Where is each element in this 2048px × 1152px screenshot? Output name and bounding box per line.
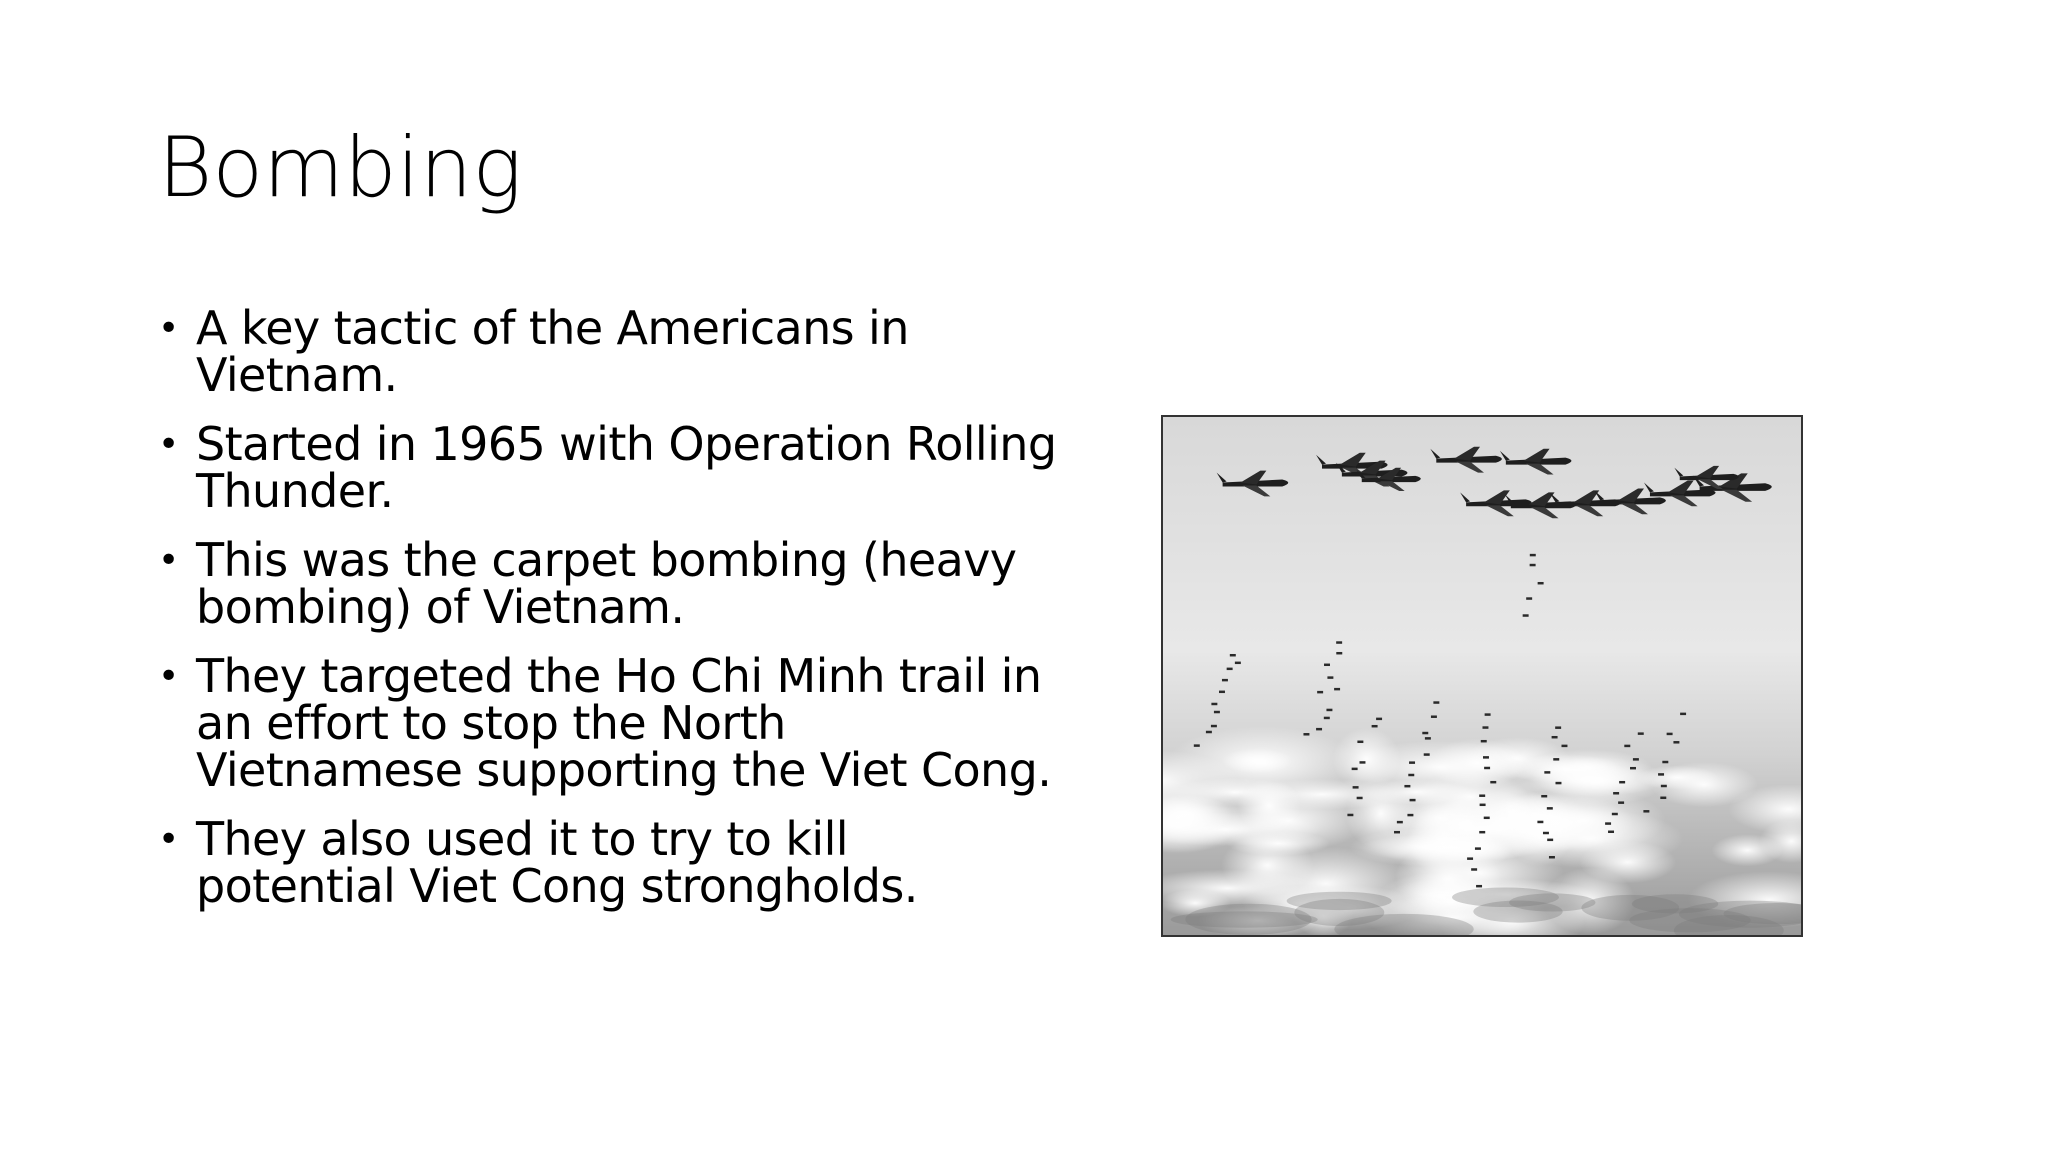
bomb bbox=[1667, 733, 1673, 735]
bomb bbox=[1523, 614, 1529, 616]
bomb bbox=[1230, 654, 1236, 656]
bomb bbox=[1425, 737, 1431, 739]
bomb bbox=[1475, 847, 1481, 849]
bomb bbox=[1410, 799, 1416, 801]
bullet-item bbox=[158, 649, 1058, 797]
bomb bbox=[1541, 795, 1547, 797]
bomb bbox=[1543, 832, 1549, 834]
bomb bbox=[1555, 782, 1561, 784]
bomb bbox=[1490, 781, 1496, 783]
bomb bbox=[1397, 821, 1403, 823]
bomb bbox=[1608, 831, 1614, 833]
bomb bbox=[1530, 564, 1536, 566]
bomber-photo bbox=[1161, 415, 1803, 937]
bomb bbox=[1407, 814, 1413, 816]
bomb bbox=[1334, 688, 1340, 690]
cloud bbox=[1332, 728, 1400, 790]
bomb bbox=[1483, 756, 1489, 758]
bomb bbox=[1482, 726, 1488, 728]
bomb bbox=[1484, 767, 1490, 769]
bomb bbox=[1433, 701, 1439, 703]
bomb bbox=[1658, 773, 1664, 775]
bomb bbox=[1661, 785, 1667, 787]
bomb bbox=[1431, 715, 1437, 717]
bomb bbox=[1316, 728, 1322, 730]
bomb bbox=[1673, 741, 1679, 743]
cloud bbox=[1360, 779, 1474, 804]
bomb bbox=[1372, 725, 1378, 727]
bomb bbox=[1357, 797, 1363, 799]
bomb bbox=[1235, 662, 1241, 664]
bullet-text: Started in 1965 with Operation Rolling Thunder. bbox=[196, 417, 1057, 518]
bomb bbox=[1408, 774, 1414, 776]
slide-title: Bombing bbox=[158, 119, 523, 216]
bomb bbox=[1219, 691, 1225, 693]
bomb bbox=[1404, 785, 1410, 787]
bomb bbox=[1324, 664, 1330, 666]
bomb bbox=[1324, 717, 1330, 719]
bomb bbox=[1605, 822, 1611, 824]
bomb bbox=[1481, 740, 1487, 742]
bomb bbox=[1422, 732, 1428, 734]
bomb bbox=[1526, 597, 1532, 599]
bomb bbox=[1409, 761, 1415, 763]
bullet-glyph: • bbox=[158, 656, 179, 697]
bomb bbox=[1336, 641, 1342, 643]
cloud bbox=[1221, 834, 1313, 896]
ground-shadow bbox=[1185, 904, 1311, 935]
bomb bbox=[1619, 781, 1625, 783]
bomb bbox=[1553, 758, 1559, 760]
bomb bbox=[1211, 703, 1217, 705]
bomb bbox=[1624, 745, 1630, 747]
bomb bbox=[1479, 794, 1485, 796]
bomb bbox=[1662, 761, 1668, 763]
bomb bbox=[1630, 767, 1636, 769]
bullet-list bbox=[158, 301, 1058, 932]
bomb bbox=[1547, 839, 1553, 841]
cloud bbox=[1712, 834, 1783, 866]
bomb bbox=[1561, 745, 1567, 747]
bomb bbox=[1530, 554, 1536, 556]
cloud bbox=[1222, 748, 1293, 773]
bomb bbox=[1633, 758, 1639, 760]
bomb bbox=[1347, 814, 1353, 816]
bomb bbox=[1549, 856, 1555, 858]
bomber-photo-image bbox=[1163, 417, 1801, 935]
bomb bbox=[1660, 797, 1666, 799]
bomb bbox=[1480, 804, 1486, 806]
bomb bbox=[1424, 753, 1430, 755]
bomb bbox=[1638, 732, 1644, 734]
bomb bbox=[1222, 679, 1228, 681]
bullet-item bbox=[158, 301, 1058, 402]
bomb bbox=[1552, 736, 1558, 738]
bomb bbox=[1544, 771, 1550, 773]
bullet-text: A key tactic of the Americans in Vietnam. bbox=[196, 301, 909, 402]
bullet-text: They also used it to try to kill potential Viet Cong strongholds. bbox=[196, 812, 918, 913]
bomb bbox=[1352, 768, 1358, 770]
bomb bbox=[1471, 868, 1477, 870]
bomb bbox=[1227, 668, 1233, 670]
bomb bbox=[1394, 831, 1400, 833]
bullet-item bbox=[158, 812, 1058, 913]
bomb bbox=[1485, 713, 1491, 715]
bomb bbox=[1680, 713, 1686, 715]
bomb bbox=[1211, 725, 1217, 727]
ground-shadow bbox=[1509, 893, 1595, 911]
bomb bbox=[1537, 821, 1543, 823]
ground-shadow bbox=[1629, 908, 1750, 932]
bullet-item bbox=[158, 533, 1058, 634]
bomb bbox=[1214, 711, 1220, 713]
bomb bbox=[1376, 718, 1382, 720]
bomb bbox=[1327, 676, 1333, 678]
bullet-text: They targeted the Ho Chi Minh trail in an effort to stop the North Vietnamese supporting the Viet Cong. bbox=[196, 649, 1052, 797]
bomb bbox=[1336, 652, 1342, 654]
bomb bbox=[1618, 801, 1624, 803]
bomb bbox=[1194, 744, 1200, 746]
bomb bbox=[1317, 691, 1323, 693]
bomb bbox=[1326, 709, 1332, 711]
bullet-glyph: • bbox=[158, 308, 179, 349]
bomb bbox=[1206, 731, 1212, 733]
bomb bbox=[1359, 761, 1365, 763]
cloud bbox=[1237, 778, 1301, 833]
bomb bbox=[1612, 813, 1618, 815]
bullet-glyph: • bbox=[158, 819, 179, 860]
bullet-glyph: • bbox=[158, 540, 179, 581]
bomb bbox=[1479, 831, 1485, 833]
bomb bbox=[1613, 792, 1619, 794]
bomb bbox=[1555, 726, 1561, 728]
bomb bbox=[1643, 810, 1649, 812]
bomb bbox=[1476, 885, 1482, 887]
bomb bbox=[1303, 733, 1309, 735]
bomb bbox=[1467, 857, 1473, 859]
cloud bbox=[1650, 762, 1758, 807]
bomb bbox=[1547, 807, 1553, 809]
bullet-text: This was the carpet bombing (heavy bombing) of Vietnam. bbox=[196, 533, 1017, 634]
bomb bbox=[1353, 786, 1359, 788]
bomb bbox=[1538, 582, 1544, 584]
bomb bbox=[1357, 741, 1363, 743]
cloud bbox=[1511, 764, 1665, 797]
bullet-item bbox=[158, 417, 1058, 518]
bomb bbox=[1484, 817, 1490, 819]
cloud bbox=[1359, 833, 1544, 862]
bullet-glyph: • bbox=[158, 424, 179, 465]
